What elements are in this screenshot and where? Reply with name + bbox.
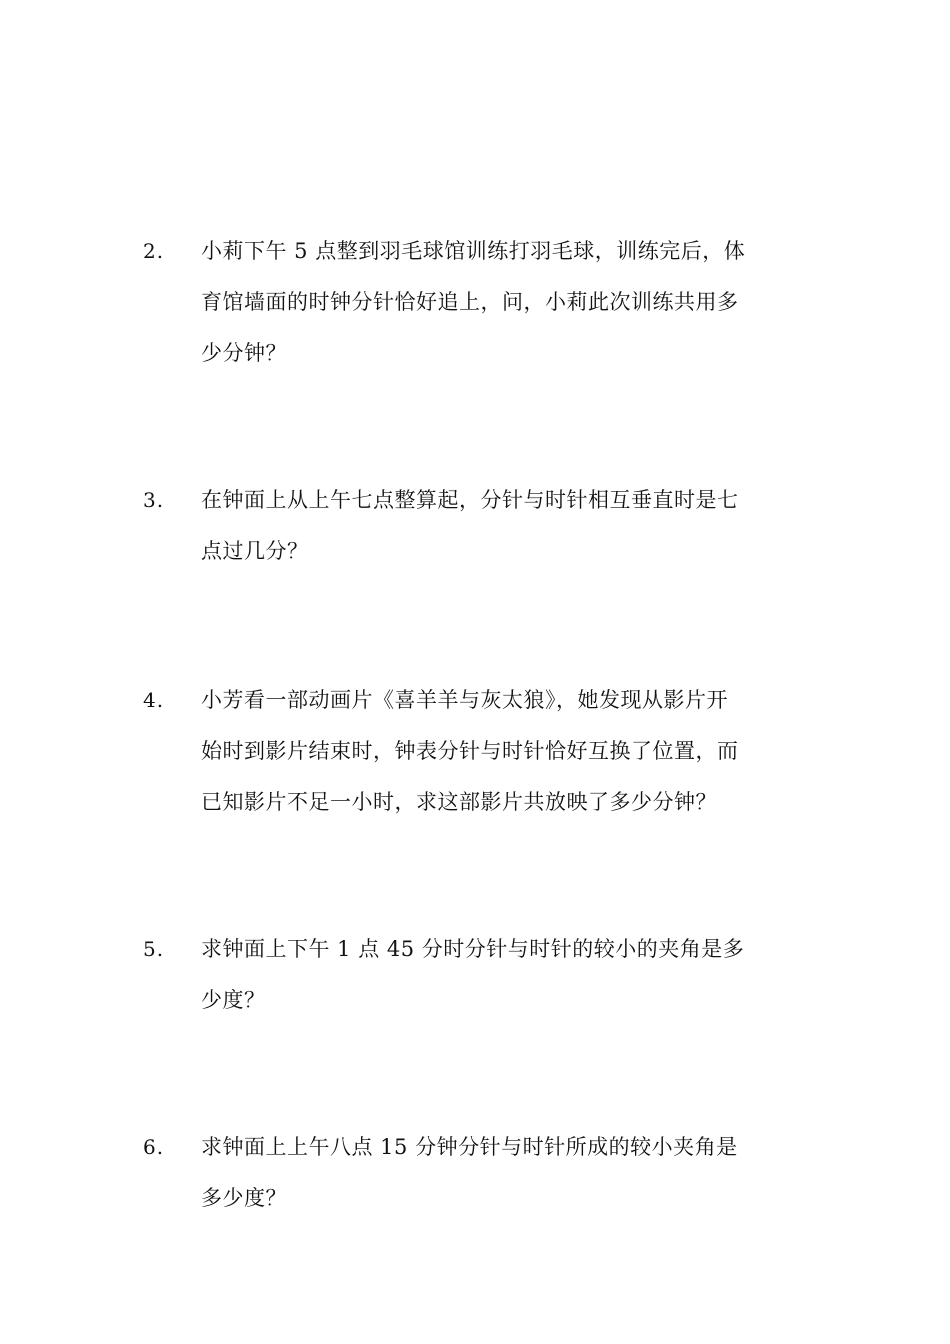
question-line: 求钟面上上午八点 15 分钟分针与时针所成的较小夹角是 (201, 1135, 738, 1159)
question-line: 小莉下午 5 点整到羽毛球馆训练打羽毛球，训练完后，体 (201, 239, 746, 263)
question-line: 少度？ (201, 988, 266, 1012)
question-line: 求钟面上下午 1 点 45 分时分针与时针的较小的夹角是多 (201, 937, 745, 961)
question-text (201, 475, 807, 577)
question-line: 多少度？ (201, 1186, 287, 1210)
question-line: 始时到影片结束时，钟表分针与时针恰好互换了位置，而 (201, 739, 739, 763)
question-line: 育馆墙面的时钟分针恰好追上，问，小莉此次训练共用多 (201, 290, 739, 314)
question-line: 已知影片不足一小时，求这部影片共放映了多少分钟？ (201, 790, 717, 814)
question-number: 4. (143, 688, 165, 712)
question-number: 3. (143, 488, 165, 512)
question-text (201, 675, 807, 828)
question-number: 5. (143, 937, 165, 961)
question-text (201, 226, 807, 379)
question-line: 少分钟？ (201, 341, 287, 365)
question-number: 6. (143, 1135, 165, 1159)
question-line: 小芳看一部动画片《喜羊羊与灰太狼》，她发现从影片开 (201, 688, 728, 712)
question-number: 2. (143, 239, 165, 263)
question-line: 点过几分？ (201, 539, 309, 563)
question-text (201, 1122, 807, 1224)
question-text (201, 924, 807, 1026)
question-line: 在钟面上从上午七点整算起，分针与时针相互垂直时是七 (201, 488, 739, 512)
